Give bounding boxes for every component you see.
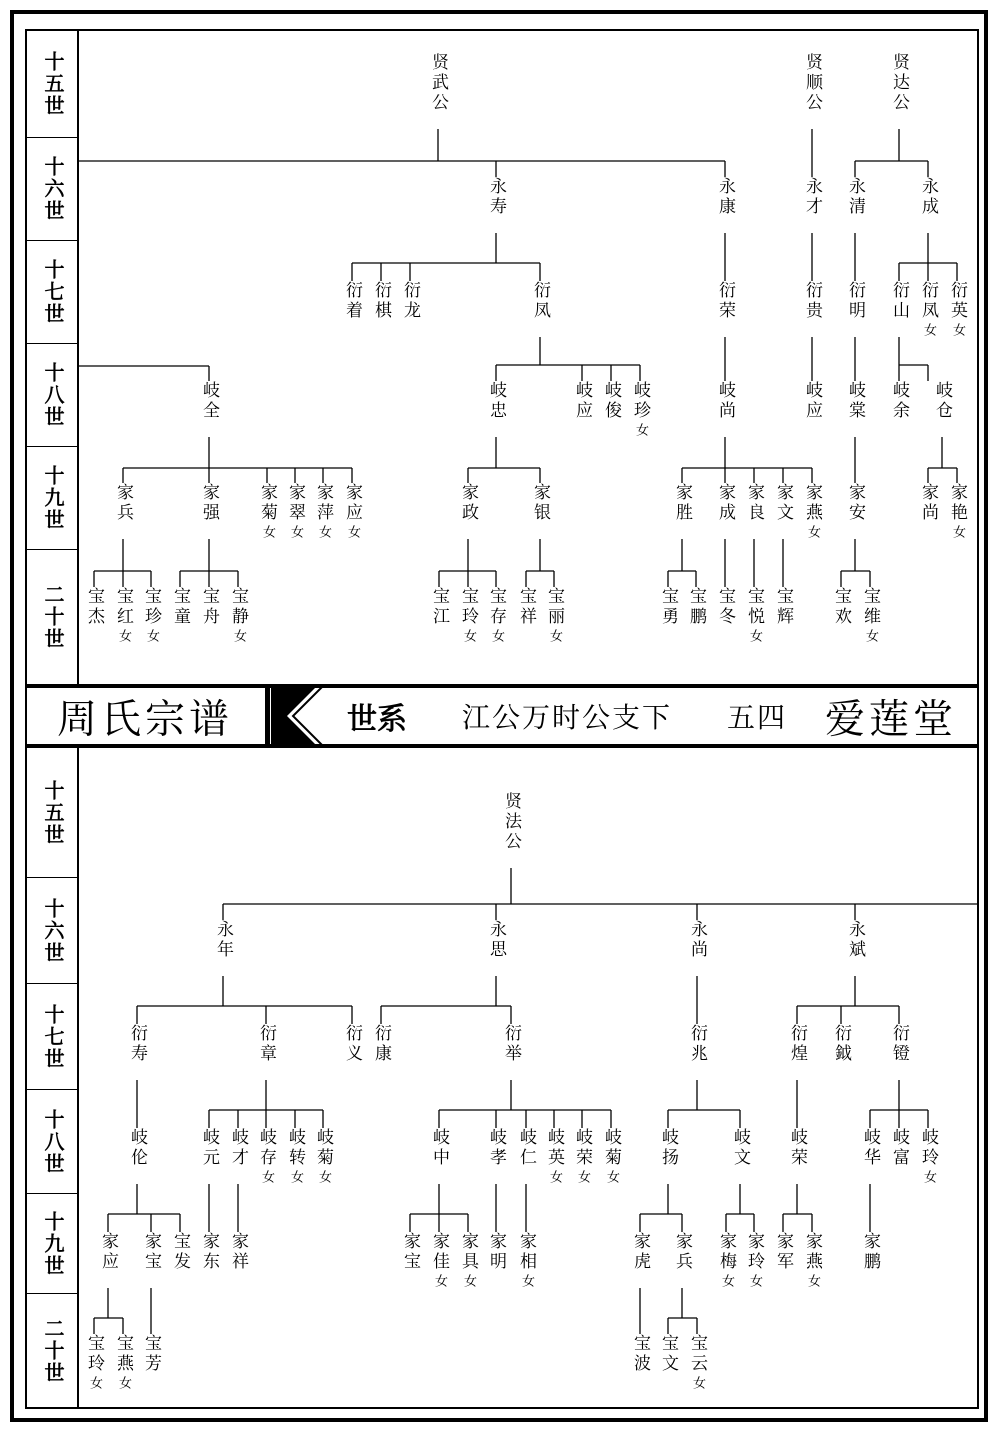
person-name: 永清 xyxy=(845,177,865,217)
female-marker: 女 xyxy=(805,1274,820,1287)
person-name: 宝存 xyxy=(486,587,506,627)
person-name: 宝燕 xyxy=(113,1334,133,1374)
person-t21 xyxy=(573,381,591,421)
person-name: 衍章 xyxy=(256,1024,276,1064)
person-b28 xyxy=(731,1128,749,1168)
person-b19 xyxy=(286,1128,304,1183)
person-b52 xyxy=(142,1334,160,1374)
female-marker: 女 xyxy=(519,1274,534,1287)
person-t28 xyxy=(933,381,951,421)
person-name: 宝玲 xyxy=(458,587,478,627)
person-t35 xyxy=(459,483,477,523)
person-name: 家萍 xyxy=(313,483,333,523)
person-t11 xyxy=(401,281,419,321)
person-name: 岐荣 xyxy=(787,1128,807,1168)
person-t9 xyxy=(343,281,361,321)
person-name: 宝欢 xyxy=(831,587,851,627)
genealogy-panel-top xyxy=(27,31,977,684)
person-name: 衍龙 xyxy=(400,281,420,321)
person-name: 宝江 xyxy=(429,587,449,627)
person-b2 xyxy=(214,920,232,960)
person-name: 宝童 xyxy=(170,587,190,627)
person-name: 衍着 xyxy=(342,281,362,321)
person-b46 xyxy=(745,1232,763,1287)
female-marker: 女 xyxy=(547,629,562,642)
person-t33 xyxy=(314,483,332,538)
person-b30 xyxy=(861,1128,879,1168)
person-name: 岐存 xyxy=(256,1128,276,1168)
person-b38 xyxy=(401,1232,419,1272)
person-t14 xyxy=(803,281,821,321)
person-name: 宝辉 xyxy=(773,587,793,627)
female-marker: 女 xyxy=(288,525,303,538)
person-name: 宝祥 xyxy=(516,587,536,627)
person-b53 xyxy=(631,1334,649,1374)
person-name: 家安 xyxy=(845,483,865,523)
person-name: 宝发 xyxy=(170,1232,190,1272)
person-name: 宝悦 xyxy=(744,587,764,627)
person-name: 岐荣 xyxy=(572,1128,592,1168)
person-name: 岐文 xyxy=(730,1128,750,1168)
person-name: 家东 xyxy=(199,1232,219,1272)
person-t40 xyxy=(774,483,792,523)
person-t41 xyxy=(803,483,821,538)
person-name: 家强 xyxy=(199,483,219,523)
person-name: 宝静 xyxy=(228,587,248,627)
title-banner xyxy=(27,684,977,748)
person-name: 家宝 xyxy=(400,1232,420,1272)
person-name: 家相 xyxy=(516,1232,536,1272)
person-name: 家胜 xyxy=(672,483,692,523)
person-name: 家政 xyxy=(458,483,478,523)
person-b44 xyxy=(673,1232,691,1272)
banner-arrow-mark xyxy=(265,684,335,748)
person-name: 衍凤 xyxy=(530,281,550,321)
person-t26 xyxy=(846,381,864,421)
person-t42 xyxy=(846,483,864,523)
person-name: 宝珍 xyxy=(141,587,161,627)
person-b12 xyxy=(788,1024,806,1064)
person-name: 宝文 xyxy=(658,1334,678,1374)
person-b3 xyxy=(487,920,505,960)
person-t19 xyxy=(200,381,218,421)
person-b26 xyxy=(602,1128,620,1183)
generation-label: 十五世 xyxy=(27,748,79,878)
person-t39 xyxy=(745,483,763,523)
person-name: 家应 xyxy=(342,483,362,523)
person-t27 xyxy=(890,381,908,421)
genealogy-panel-bottom xyxy=(27,748,977,1407)
generation-label: 二十世 xyxy=(41,1317,65,1384)
person-name: 岐扬 xyxy=(658,1128,678,1168)
person-b54 xyxy=(659,1334,677,1374)
person-name: 宝冬 xyxy=(715,587,735,627)
person-b27 xyxy=(659,1128,677,1168)
person-t23 xyxy=(631,381,649,436)
female-marker: 女 xyxy=(461,629,476,642)
person-b42 xyxy=(517,1232,535,1287)
person-name: 岐俊 xyxy=(601,381,621,421)
generation-label: 十九世 xyxy=(27,1194,79,1294)
person-b47 xyxy=(774,1232,792,1272)
person-name: 家燕 xyxy=(802,1232,822,1272)
person-name: 贤法公 xyxy=(501,792,521,852)
person-name: 家银 xyxy=(530,483,550,523)
hall-name: 爱莲堂 xyxy=(825,696,957,743)
person-t44 xyxy=(948,483,966,538)
person-name: 宝勇 xyxy=(658,587,678,627)
person-name: 岐伦 xyxy=(127,1128,147,1168)
person-t25 xyxy=(803,381,821,421)
person-t57 xyxy=(687,587,705,627)
person-name: 家具 xyxy=(458,1232,478,1272)
person-name: 岐玲 xyxy=(918,1128,938,1168)
female-marker: 女 xyxy=(633,423,648,436)
person-b55 xyxy=(688,1334,706,1389)
person-name: 永斌 xyxy=(845,920,865,960)
person-name: 岐应 xyxy=(572,381,592,421)
person-t45 xyxy=(85,587,103,627)
person-name: 宝云 xyxy=(687,1334,707,1374)
person-t6 xyxy=(803,177,821,217)
female-marker: 女 xyxy=(690,1376,705,1389)
person-name: 衍凤 xyxy=(918,281,938,321)
person-name: 岐忠 xyxy=(486,381,506,421)
person-b23 xyxy=(517,1128,535,1168)
person-b10 xyxy=(502,1024,520,1064)
person-t53 xyxy=(487,587,505,642)
person-name: 永成 xyxy=(918,177,938,217)
person-name: 贤顺公 xyxy=(802,53,822,113)
person-b21 xyxy=(430,1128,448,1168)
person-b51 xyxy=(114,1334,132,1389)
person-name: 家虎 xyxy=(630,1232,650,1272)
person-name: 岐全 xyxy=(199,381,219,421)
person-b35 xyxy=(171,1232,189,1272)
person-t61 xyxy=(832,587,850,627)
generation-label: 十六世 xyxy=(27,878,79,984)
person-t20 xyxy=(487,381,505,421)
person-b43 xyxy=(631,1232,649,1272)
person-b24 xyxy=(545,1128,563,1183)
person-b36 xyxy=(200,1232,218,1272)
person-name: 岐仁 xyxy=(516,1128,536,1168)
person-b49 xyxy=(861,1232,879,1272)
female-marker: 女 xyxy=(231,629,246,642)
person-t3 xyxy=(890,53,908,113)
person-b33 xyxy=(99,1232,117,1272)
person-t16 xyxy=(890,281,908,321)
person-name: 衍康 xyxy=(371,1024,391,1064)
person-name: 家艳 xyxy=(947,483,967,523)
female-marker: 女 xyxy=(259,1170,274,1183)
person-b16 xyxy=(200,1128,218,1168)
person-name: 岐仓 xyxy=(932,381,952,421)
person-t48 xyxy=(171,587,189,627)
person-name: 永寿 xyxy=(486,177,506,217)
person-name: 宝舟 xyxy=(199,587,219,627)
person-b5 xyxy=(846,920,864,960)
person-name: 岐华 xyxy=(860,1128,880,1168)
person-b9 xyxy=(372,1024,390,1064)
person-name: 衍兆 xyxy=(687,1024,707,1064)
person-name: 家燕 xyxy=(802,483,822,523)
person-t54 xyxy=(517,587,535,627)
person-name: 岐转 xyxy=(285,1128,305,1168)
person-t17 xyxy=(919,281,937,336)
person-b7 xyxy=(257,1024,275,1064)
person-t58 xyxy=(716,587,734,627)
person-t24 xyxy=(716,381,734,421)
female-marker: 女 xyxy=(288,1170,303,1183)
person-b8 xyxy=(343,1024,361,1064)
female-marker: 女 xyxy=(87,1376,102,1389)
person-name: 永康 xyxy=(715,177,735,217)
person-t30 xyxy=(200,483,218,523)
person-name: 衍举 xyxy=(501,1024,521,1064)
person-t47 xyxy=(142,587,160,642)
person-name: 衍荣 xyxy=(715,281,735,321)
female-marker: 女 xyxy=(863,629,878,642)
person-name: 家尚 xyxy=(918,483,938,523)
person-b13 xyxy=(832,1024,850,1064)
person-name: 岐中 xyxy=(429,1128,449,1168)
person-b4 xyxy=(688,920,706,960)
female-marker: 女 xyxy=(489,629,504,642)
person-b37 xyxy=(229,1232,247,1272)
person-name: 衍英 xyxy=(947,281,967,321)
person-name: 衍义 xyxy=(342,1024,362,1064)
person-b14 xyxy=(890,1024,908,1064)
person-name: 岐菊 xyxy=(601,1128,621,1168)
generation-label: 十六世 xyxy=(27,138,79,241)
person-b11 xyxy=(688,1024,706,1064)
person-name: 衍鉞 xyxy=(831,1024,851,1064)
person-name: 家梅 xyxy=(716,1232,736,1272)
person-t46 xyxy=(114,587,132,642)
person-b22 xyxy=(487,1128,505,1168)
female-marker: 女 xyxy=(144,629,159,642)
female-marker: 女 xyxy=(575,1170,590,1183)
branch-label: 江公万时公支下 xyxy=(462,701,673,734)
female-marker: 女 xyxy=(345,525,360,538)
person-b48 xyxy=(803,1232,821,1287)
person-name: 家宝 xyxy=(141,1232,161,1272)
female-marker: 女 xyxy=(116,1376,131,1389)
person-t8 xyxy=(919,177,937,217)
person-name: 岐棠 xyxy=(845,381,865,421)
person-t60 xyxy=(774,587,792,627)
person-t22 xyxy=(602,381,620,421)
person-name: 宝红 xyxy=(113,587,133,627)
person-name: 岐才 xyxy=(228,1128,248,1168)
female-marker: 女 xyxy=(604,1170,619,1183)
female-marker: 女 xyxy=(950,323,965,336)
person-b17 xyxy=(229,1128,247,1168)
person-name: 宝波 xyxy=(630,1334,650,1374)
person-t43 xyxy=(919,483,937,523)
person-t32 xyxy=(286,483,304,538)
person-t29 xyxy=(114,483,132,523)
generation-label: 十五世 xyxy=(27,31,79,138)
generation-label: 十七世 xyxy=(27,984,79,1090)
person-name: 宝维 xyxy=(860,587,880,627)
person-name: 宝芳 xyxy=(141,1334,161,1374)
person-t5 xyxy=(716,177,734,217)
female-marker: 女 xyxy=(747,1274,762,1287)
person-name: 宝杰 xyxy=(84,587,104,627)
person-t18 xyxy=(948,281,966,336)
person-name: 岐余 xyxy=(889,381,909,421)
generation-label: 十八世 xyxy=(27,1090,79,1194)
person-name: 宝玲 xyxy=(84,1334,104,1374)
page-number: 五四 xyxy=(727,701,788,734)
person-t37 xyxy=(673,483,691,523)
series-label: 世系 xyxy=(347,702,407,737)
person-b34 xyxy=(142,1232,160,1272)
female-marker: 女 xyxy=(719,1274,734,1287)
person-b32 xyxy=(919,1128,937,1183)
person-name: 衍煌 xyxy=(787,1024,807,1064)
female-marker: 女 xyxy=(547,1170,562,1183)
person-t55 xyxy=(545,587,563,642)
family-tree-top xyxy=(27,31,977,684)
person-b20 xyxy=(314,1128,332,1183)
person-t52 xyxy=(459,587,477,642)
person-name: 家佳 xyxy=(429,1232,449,1272)
person-t50 xyxy=(229,587,247,642)
person-name: 岐应 xyxy=(802,381,822,421)
generation-label: 十七世 xyxy=(27,241,79,344)
person-b41 xyxy=(487,1232,505,1272)
person-name: 衍明 xyxy=(845,281,865,321)
person-b15 xyxy=(128,1128,146,1168)
person-name: 永年 xyxy=(213,920,233,960)
female-marker: 女 xyxy=(747,629,762,642)
generation-label: 十九世 xyxy=(27,447,79,550)
person-name: 家应 xyxy=(98,1232,118,1272)
person-name: 岐珍 xyxy=(630,381,650,421)
person-b31 xyxy=(890,1128,908,1168)
person-t12 xyxy=(531,281,549,321)
person-b25 xyxy=(573,1128,591,1183)
female-marker: 女 xyxy=(921,1170,936,1183)
person-name: 永尚 xyxy=(687,920,707,960)
person-b40 xyxy=(459,1232,477,1287)
person-name: 衍山 xyxy=(889,281,909,321)
female-marker: 女 xyxy=(921,323,936,336)
genealogy-title: 周氏宗谱 xyxy=(57,696,233,743)
person-b1 xyxy=(502,792,520,852)
female-marker: 女 xyxy=(260,525,275,538)
person-name: 永才 xyxy=(802,177,822,217)
person-name: 衍贵 xyxy=(802,281,822,321)
person-name: 家鹏 xyxy=(860,1232,880,1272)
person-t62 xyxy=(861,587,879,642)
person-name: 贤武公 xyxy=(428,53,448,113)
person-t31 xyxy=(258,483,276,538)
person-t36 xyxy=(531,483,549,523)
person-b45 xyxy=(717,1232,735,1287)
person-name: 永思 xyxy=(486,920,506,960)
person-name: 衍镫 xyxy=(889,1024,909,1064)
person-t15 xyxy=(846,281,864,321)
person-t1 xyxy=(429,53,447,113)
person-name: 岐尚 xyxy=(715,381,735,421)
person-name: 衍棋 xyxy=(371,281,391,321)
family-tree-bottom xyxy=(27,748,977,1407)
person-b29 xyxy=(788,1128,806,1168)
person-name: 家成 xyxy=(715,483,735,523)
person-t13 xyxy=(716,281,734,321)
female-marker: 女 xyxy=(316,525,331,538)
person-b18 xyxy=(257,1128,275,1183)
person-name: 家兵 xyxy=(672,1232,692,1272)
person-t51 xyxy=(430,587,448,627)
person-name: 岐孝 xyxy=(486,1128,506,1168)
person-b50 xyxy=(85,1334,103,1389)
female-marker: 女 xyxy=(316,1170,331,1183)
generation-label: 二十世 xyxy=(41,584,65,650)
person-name: 家文 xyxy=(773,483,793,523)
person-name: 家军 xyxy=(773,1232,793,1272)
person-t7 xyxy=(846,177,864,217)
person-name: 家翠 xyxy=(285,483,305,523)
person-t49 xyxy=(200,587,218,627)
person-t10 xyxy=(372,281,390,321)
person-name: 岐菊 xyxy=(313,1128,333,1168)
person-name: 家祥 xyxy=(228,1232,248,1272)
generation-label: 十八世 xyxy=(27,344,79,447)
person-name: 家玲 xyxy=(744,1232,764,1272)
person-name: 岐英 xyxy=(544,1128,564,1168)
person-name: 岐富 xyxy=(889,1128,909,1168)
person-t4 xyxy=(487,177,505,217)
person-name: 家良 xyxy=(744,483,764,523)
female-marker: 女 xyxy=(461,1274,476,1287)
person-b39 xyxy=(430,1232,448,1287)
person-name: 家兵 xyxy=(113,483,133,523)
female-marker: 女 xyxy=(116,629,131,642)
person-name: 衍寿 xyxy=(127,1024,147,1064)
person-t2 xyxy=(803,53,821,113)
female-marker: 女 xyxy=(805,525,820,538)
person-t59 xyxy=(745,587,763,642)
person-b6 xyxy=(128,1024,146,1064)
person-name: 贤达公 xyxy=(889,53,909,113)
person-t38 xyxy=(716,483,734,523)
person-name: 岐元 xyxy=(199,1128,219,1168)
person-t56 xyxy=(659,587,677,627)
person-name: 家菊 xyxy=(257,483,277,523)
female-marker: 女 xyxy=(432,1274,447,1287)
person-t34 xyxy=(343,483,361,538)
person-name: 宝丽 xyxy=(544,587,564,627)
female-marker: 女 xyxy=(950,525,965,538)
person-name: 宝鹏 xyxy=(686,587,706,627)
person-name: 家明 xyxy=(486,1232,506,1272)
